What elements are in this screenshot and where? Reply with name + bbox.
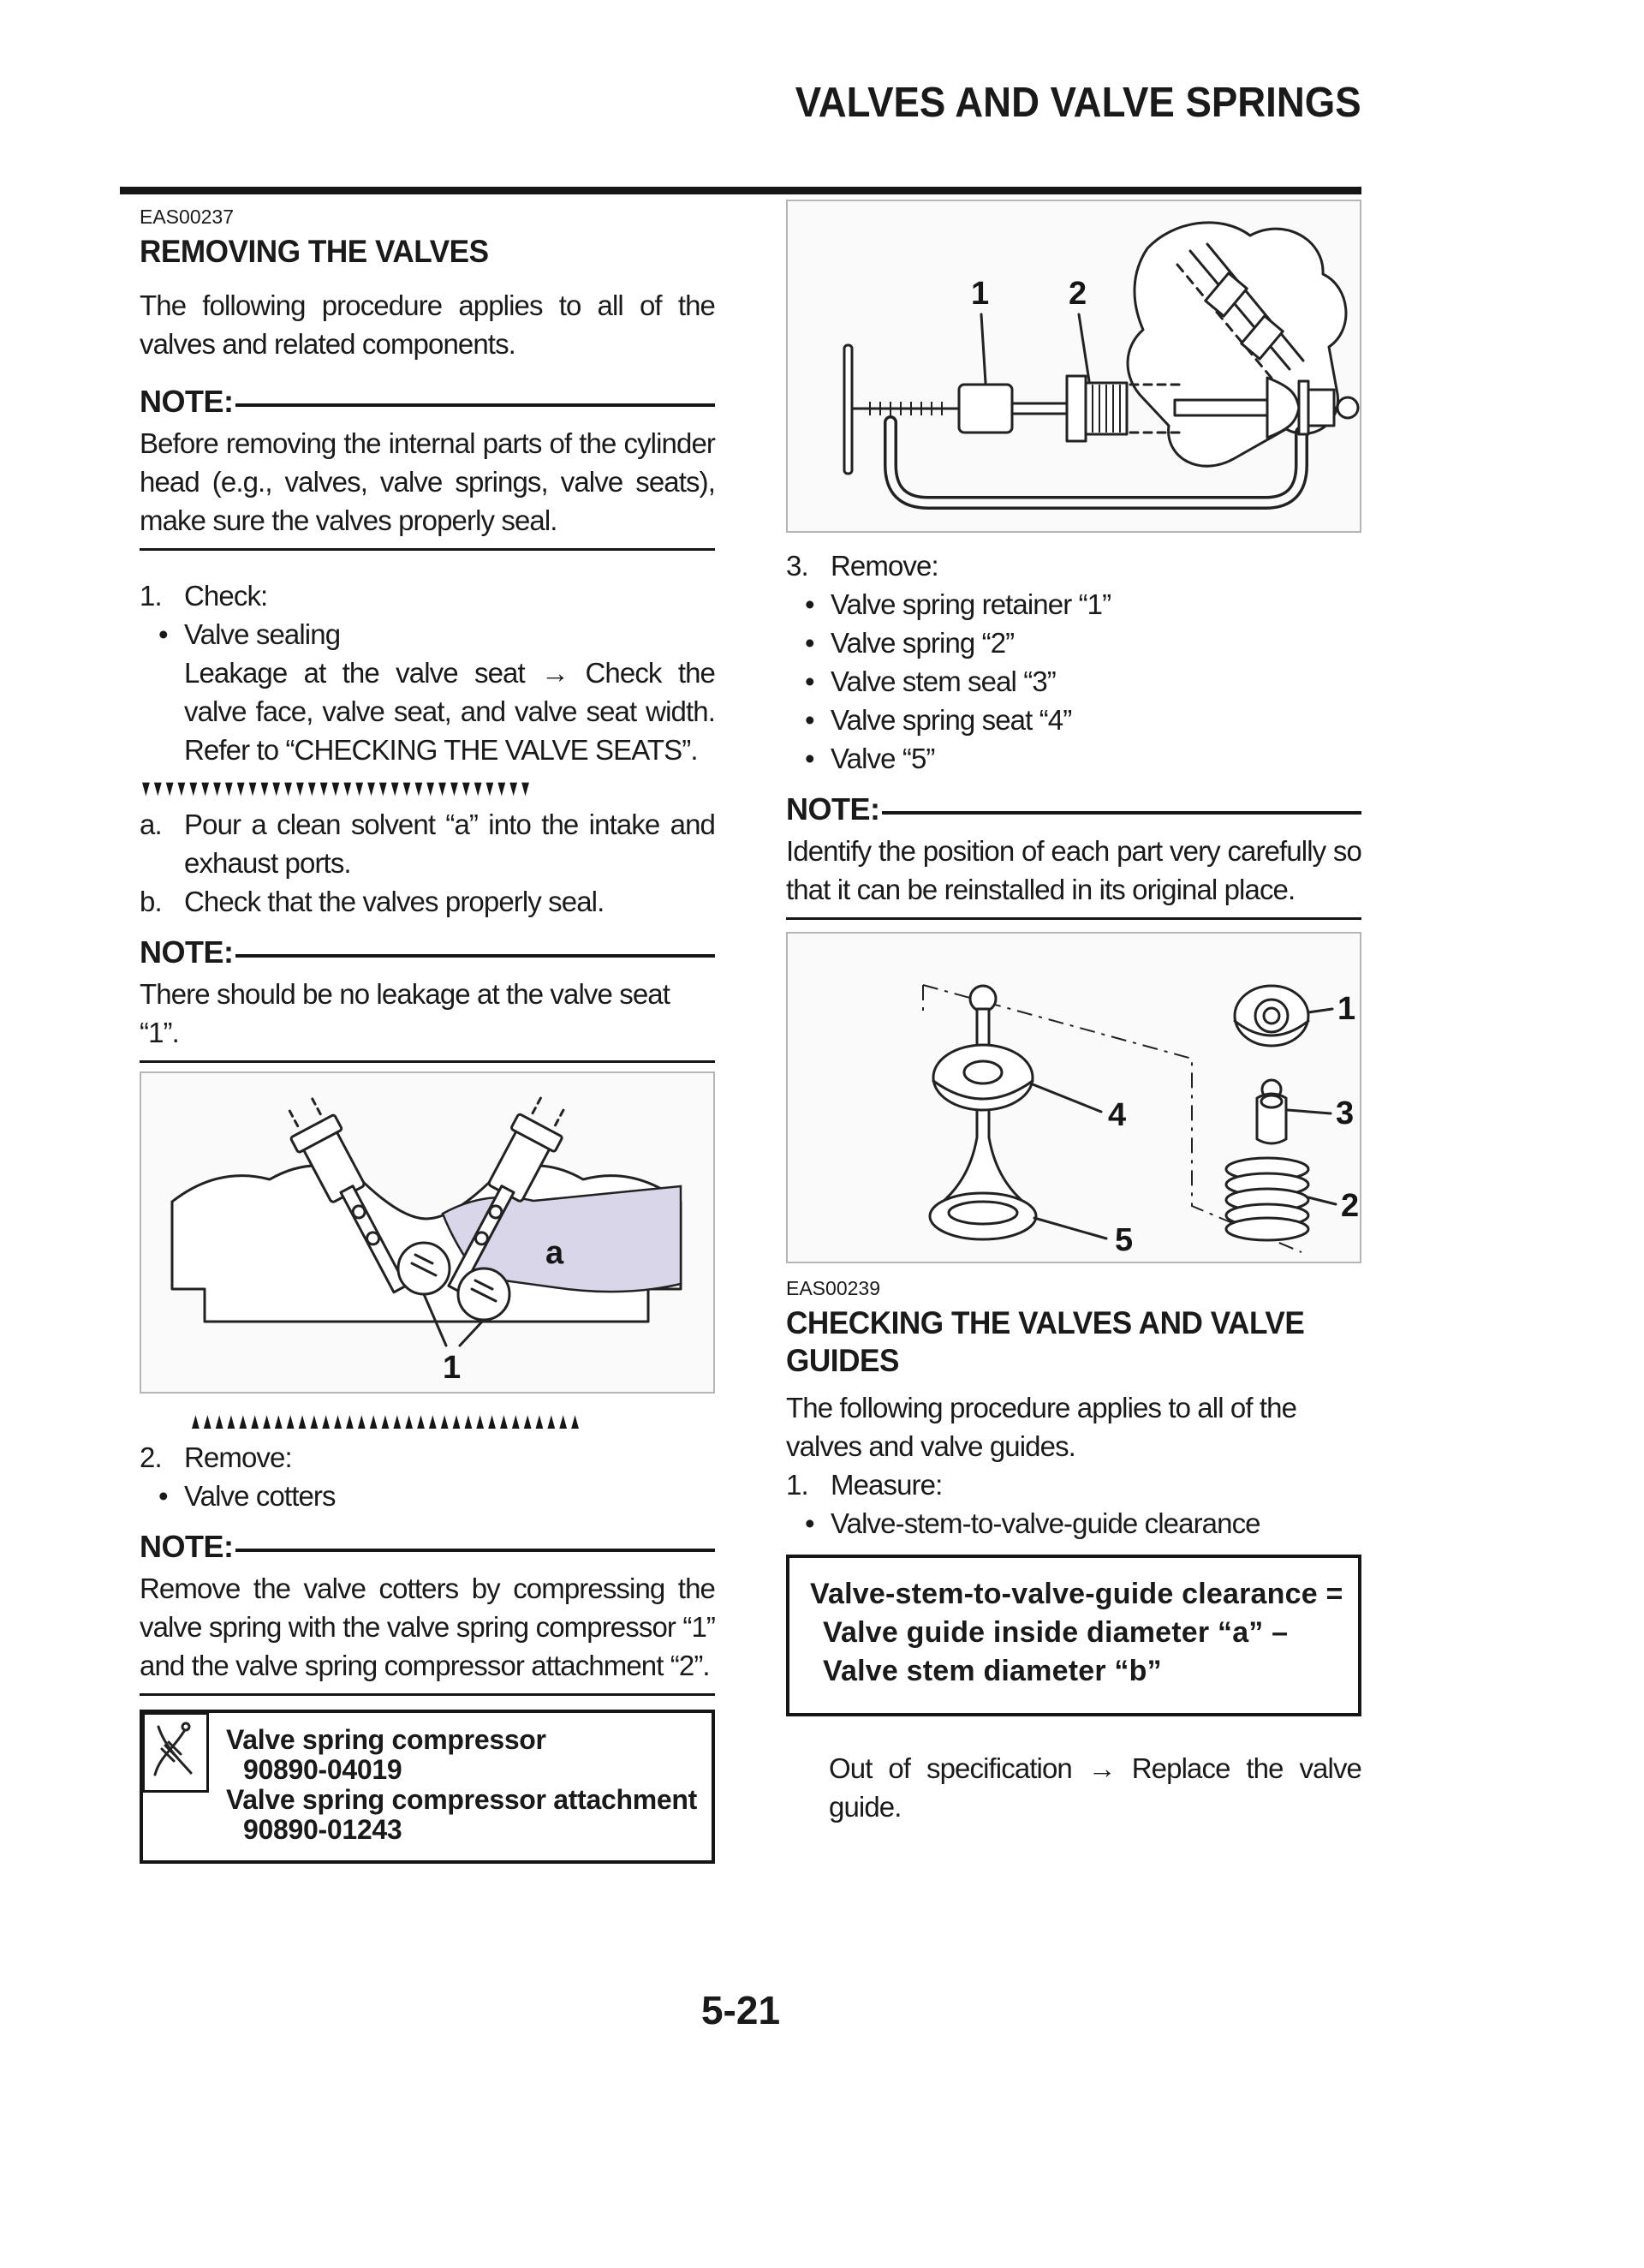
note-label: NOTE: — [786, 791, 880, 827]
tool-spec-box — [140, 1710, 715, 1864]
procedure-end-triangles: ▲▲▲▲▲▲▲▲▲▲▲▲▲▲▲▲▲▲▲▲▲▲▲▲▲▲▲▲▲▲▲▲▲ — [189, 1408, 581, 1435]
note-label: NOTE: — [140, 934, 234, 970]
bullet-glyph: • — [805, 627, 814, 659]
section-heading: REMOVING THE VALVES — [140, 234, 489, 269]
step-remove: 2. Remove: — [140, 1441, 292, 1473]
section-heading: CHECKING THE VALVES AND VALVE GUIDES — [786, 1305, 1305, 1378]
substep-b: b. Check that the valves properly seal. — [140, 886, 605, 917]
bullet-glyph: • — [805, 588, 814, 620]
right-column — [786, 200, 1361, 1826]
intro-paragraph: The following procedure applies to all of the valves and valve guides. — [786, 1392, 1297, 1462]
spec-line: Valve guide inside diameter “a” – — [823, 1616, 1289, 1649]
figure-label-5: 5 — [1115, 1222, 1133, 1258]
figure-label-2: 2 — [1341, 1188, 1359, 1224]
tool-name: Valve spring compressor — [226, 1724, 546, 1755]
tool-name: Valve spring compressor attachment — [226, 1784, 698, 1815]
spec-line: Valve stem diameter “b” — [823, 1655, 1162, 1687]
bullet-glyph: • — [805, 704, 814, 736]
left-column — [140, 206, 715, 1864]
figure-label-a: a — [545, 1235, 563, 1271]
note-rule — [235, 954, 716, 958]
note-heading — [140, 382, 715, 421]
step-measure: 1. Measure: — [786, 1469, 943, 1501]
bullet-spring-seat: • Valve spring seat “4” — [786, 701, 1361, 739]
note-label: NOTE: — [140, 1529, 234, 1564]
note-heading — [786, 790, 1361, 828]
bullet-glyph: • — [158, 618, 168, 650]
spec-line: Valve-stem-to-valve-guide clearance = — [810, 1578, 1343, 1610]
note-end-rule — [786, 917, 1361, 920]
note-rule — [235, 403, 716, 407]
figure-spring-compressor — [786, 200, 1361, 533]
bullet-glyph: • — [805, 743, 814, 774]
bullet-spring-retainer: • Valve spring retainer “1” — [786, 585, 1361, 624]
page-number: 5-21 — [700, 1988, 781, 2032]
spring-compressor-tool-icon — [145, 1715, 201, 1785]
bullet-glyph: • — [158, 1480, 168, 1512]
note-text: Identify the position of each part very carefully so that it can be reinstalled in its original place. — [786, 835, 1361, 905]
figure-label-1: 1 — [1337, 991, 1355, 1027]
note-heading — [140, 933, 715, 971]
figure-label-2: 2 — [1069, 276, 1087, 312]
figure-label-3: 3 — [1336, 1095, 1354, 1131]
note-rule — [882, 811, 1362, 815]
bullet-glyph: • — [805, 665, 814, 697]
procedure-start-triangles: ▼▼▼▼▼▼▼▼▼▼▼▼▼▼▼▼▼▼▼▼▼▼▼▼▼▼▼▼▼▼▼▼▼ — [140, 775, 531, 803]
outcome-text: Out of specification → Replace the valve guide. — [829, 1752, 1361, 1823]
page-title-text: VALVES AND VALVE SPRINGS — [795, 80, 1361, 126]
figure-label-1: 1 — [971, 276, 989, 312]
header-rule — [120, 187, 1361, 194]
valve-seat-check-drawing — [141, 1073, 713, 1392]
step-check-detail: Leakage at the valve seat → Check the valve face, valve seat, and valve seat width. Refer to “CHECKING THE VALVE SEATS”. — [184, 657, 715, 766]
substep-a: a. Pour a clean solvent “a” into the intake and exhaust ports. — [140, 809, 715, 879]
note-end-rule — [140, 548, 715, 551]
section-code: EAS00239 — [786, 1277, 880, 1299]
bullet-valve-cotters: • Valve cotters — [140, 1477, 715, 1515]
bullet-valve-spring: • Valve spring “2” — [786, 624, 1361, 662]
valve-parts-drawing — [788, 934, 1360, 1262]
figure-valve-seat-check — [140, 1071, 715, 1394]
bullet-valve-sealing: • Valve sealing — [140, 615, 715, 654]
note-rule — [235, 1549, 716, 1552]
figure-label-4: 4 — [1108, 1097, 1126, 1133]
spring-compressor-drawing — [788, 201, 1360, 531]
bullet-valve: • Valve “5” — [786, 739, 1361, 778]
step-remove-parts: 3. Remove: — [786, 550, 938, 582]
intro-paragraph: The following procedure applies to all of the valves and related components. — [140, 289, 715, 360]
figure-valve-exploded — [786, 932, 1361, 1263]
note-heading — [140, 1527, 715, 1566]
figure-label-1: 1 — [443, 1350, 461, 1386]
note-label: NOTE: — [140, 384, 234, 419]
tool-part-number: 90890-04019 — [243, 1754, 402, 1785]
step-check: 1. Check: — [140, 580, 268, 612]
tool-icon — [142, 1712, 209, 1793]
note-end-rule — [140, 1060, 715, 1063]
bullet-clearance: • Valve-stem-to-valve-guide clearance — [786, 1504, 1361, 1543]
bullet-glyph: • — [805, 1507, 814, 1539]
tool-part-number: 90890-01243 — [243, 1814, 402, 1845]
page-title — [120, 79, 1361, 127]
note-text: There should be no leakage at the valve seat “1”. — [140, 978, 670, 1048]
bullet-stem-seal: • Valve stem seal “3” — [786, 662, 1361, 701]
tool-spec-lines — [226, 1725, 712, 1845]
note-text: Remove the valve cotters by compressing the valve spring with the valve spring compressor “1” and the valve spring compressor attachment “2”. — [140, 1573, 715, 1681]
note-text: Before removing the internal parts of the cylinder head (e.g., valves, valve springs, valve seats), make sure the valves properly seal. — [140, 427, 715, 536]
spec-box — [786, 1555, 1361, 1716]
section-code: EAS00237 — [140, 206, 234, 228]
note-end-rule — [140, 1693, 715, 1696]
